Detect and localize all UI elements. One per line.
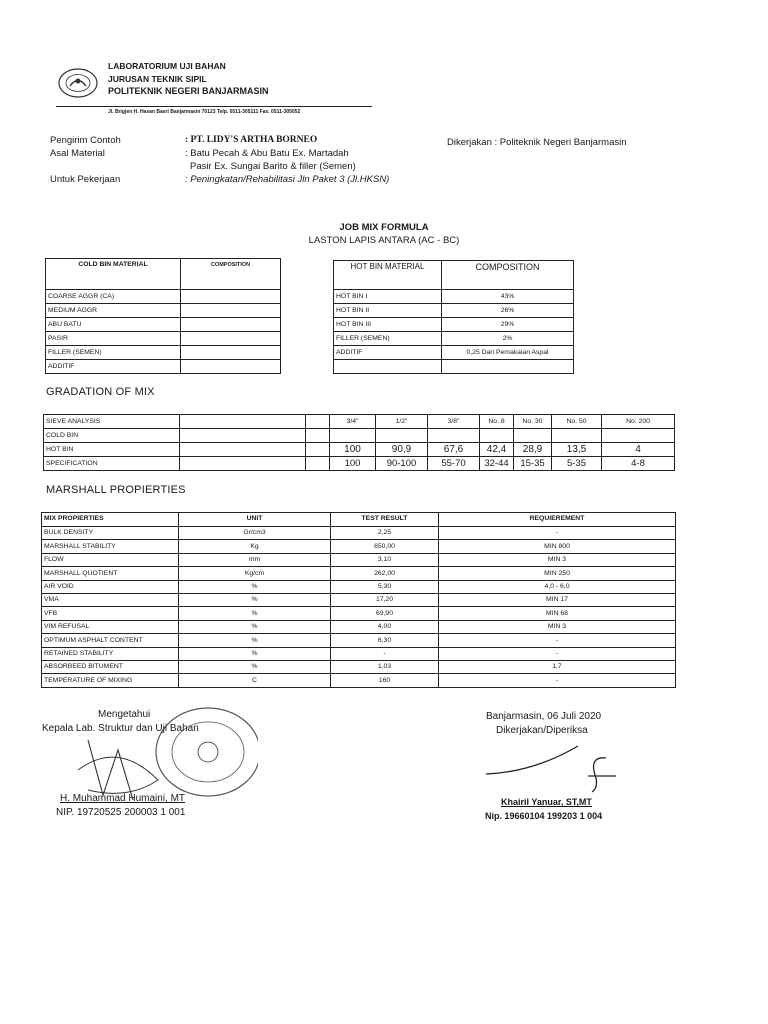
hot-bin-value: 0,25 Dari Pemakaian Aspal: [442, 346, 574, 360]
sieve-size: No. 50: [552, 415, 602, 429]
requirement: -: [439, 527, 676, 540]
test-result: 69,90: [331, 607, 439, 620]
requirement: MIN 3: [439, 620, 676, 633]
mix-property: VIM REFUSAL: [42, 620, 179, 633]
sieve-size: No. 8: [480, 415, 514, 429]
marshall-header: MIX PROPIERTIES: [42, 513, 179, 527]
requirement: 4,0 - 6,0: [439, 580, 676, 593]
marshall-title: MARSHALL PROPIERTIES: [46, 484, 186, 496]
unit: %: [179, 607, 331, 620]
marshall-row: [42, 567, 676, 580]
mix-property: FLOW: [42, 553, 179, 566]
hot-bin-name: HOT BIN II: [334, 304, 442, 318]
test-result: 160: [331, 674, 439, 687]
unit: mm: [179, 553, 331, 566]
spec-range: 90-100: [376, 457, 428, 471]
marshall-row: [42, 674, 676, 687]
mix-property: AIR VOID: [42, 580, 179, 593]
hot-bin-name: FILLER (SEMEN): [334, 332, 442, 346]
hot-bin-passing: 4: [602, 443, 675, 457]
unit: Kg/cm: [179, 567, 331, 580]
test-result: 1,03: [331, 660, 439, 673]
cold-bin-row: ABU BATU: [46, 318, 181, 332]
left-signer-nip: NIP. 19720525 200003 1 001: [56, 807, 186, 818]
cold-bin-row: FILLER (SEMEN): [46, 346, 181, 360]
right-signer-nip: Nip. 19660104 199203 1 004: [485, 811, 603, 821]
origin-label: Asal Material: [50, 148, 105, 159]
requirement: MIN 800: [439, 540, 676, 553]
test-result: 2,25: [331, 527, 439, 540]
mix-property: RETAINED STABILITY: [42, 647, 179, 660]
unit: C: [179, 674, 331, 687]
spec-range: 32-44: [480, 457, 514, 471]
department-name: JURUSAN TEKNIK SIPIL: [108, 73, 207, 84]
origin-value-1: : Batu Pecah & Abu Batu Ex. Martadah: [185, 148, 349, 159]
sieve-size: 1/2": [376, 415, 428, 429]
title-line-1: JOB MIX FORMULA: [339, 222, 429, 233]
mix-property: MARSHALL QUOTIENT: [42, 567, 179, 580]
unit: Kg: [179, 540, 331, 553]
hot-bin-passing: 42,4: [480, 443, 514, 457]
marshall-row: [42, 620, 676, 633]
hot-bin-passing: 90,9: [376, 443, 428, 457]
hot-bin-table: [333, 260, 574, 374]
hot-bin-value: 2%: [442, 332, 574, 346]
right-signer-title: Dikerjakan/Diperiksa: [496, 725, 588, 736]
cold-bin-row: COARSE AGGR (CA): [46, 290, 181, 304]
test-result: 6,30: [331, 634, 439, 647]
marshall-row: [42, 553, 676, 566]
requirement: MIN 68: [439, 607, 676, 620]
spec-range: 4-8: [602, 457, 675, 471]
cold-bin-header-material: COLD BIN MATERIAL: [46, 259, 181, 290]
cold-bin-header-composition: COMPOSITION: [181, 259, 281, 290]
sieve-size: 3/4": [330, 415, 376, 429]
mix-property: BULK DENSITY: [42, 527, 179, 540]
hot-bin-passing: 67,6: [428, 443, 480, 457]
mix-property: OPTIMUM ASPHALT CONTENT: [42, 634, 179, 647]
hot-bin-name: ADDITIF: [334, 346, 442, 360]
marshall-row: [42, 540, 676, 553]
work-value: : Peningkatan/Rehabilitasi Jln Paket 3 (Jl.HKSN): [185, 174, 390, 185]
left-signer-name: H. Muhammad Humaini, MT: [60, 793, 186, 804]
cold-bin-label: COLD BIN: [44, 429, 180, 443]
letterhead: [108, 60, 269, 98]
unit: %: [179, 647, 331, 660]
unit: %: [179, 660, 331, 673]
unit: Gr/cm3: [179, 527, 331, 540]
marshall-row: [42, 607, 676, 620]
marshall-header: TEST RESULT: [331, 513, 439, 527]
sieve-size: No. 200: [602, 415, 675, 429]
sender-value: : PT. LIDY'S ARTHA BORNEO: [185, 135, 318, 145]
cold-bin-table: [45, 258, 281, 374]
acknowledged-label: Mengetahui: [98, 709, 151, 720]
unit: %: [179, 634, 331, 647]
marshall-row: [42, 660, 676, 673]
test-result: 5,30: [331, 580, 439, 593]
requirement: -: [439, 647, 676, 660]
marshall-header: REQUIEREMENT: [439, 513, 676, 527]
mix-property: MARSHALL STABILITY: [42, 540, 179, 553]
hot-bin-header-material: HOT BIN MATERIAL: [334, 261, 442, 290]
cold-bin-row: PASIR: [46, 332, 181, 346]
document-title: [0, 221, 768, 247]
requirement: MIN 250: [439, 567, 676, 580]
marshall-row: [42, 527, 676, 540]
marshall-row: [42, 593, 676, 606]
done-by: Dikerjakan : Politeknik Negeri Banjarmasin: [447, 137, 627, 148]
marshall-row: [42, 580, 676, 593]
mix-property: VFB: [42, 607, 179, 620]
hot-bin-passing: 28,9: [514, 443, 552, 457]
origin-value-2: Pasir Ex. Sungai Barito & filler (Semen): [190, 161, 356, 172]
unit: %: [179, 593, 331, 606]
institution-logo: [56, 66, 100, 100]
sieve-size: 3/8": [428, 415, 480, 429]
title-line-2: LASTON LAPIS ANTARA (AC - BC): [308, 235, 460, 246]
mix-property: ABSORBEED BITUMENT: [42, 660, 179, 673]
left-signer-title: Kepala Lab. Struktur dan Uji Bahan: [42, 723, 199, 734]
unit: %: [179, 620, 331, 633]
hot-bin-name: HOT BIN III: [334, 318, 442, 332]
hot-bin-value: 29%: [442, 318, 574, 332]
specification-label: SPECIFICATION: [44, 457, 180, 471]
test-result: 3,10: [331, 553, 439, 566]
test-result: 650,00: [331, 540, 439, 553]
hot-bin-passing: 13,5: [552, 443, 602, 457]
marshall-table: [41, 512, 676, 688]
requirement: -: [439, 674, 676, 687]
hot-bin-value: 43%: [442, 290, 574, 304]
test-result: 4,00: [331, 620, 439, 633]
lab-name: LABORATORIUM UJI BAHAN: [108, 61, 226, 71]
marshall-row: [42, 647, 676, 660]
mix-property: VMA: [42, 593, 179, 606]
hot-bin-header-composition: COMPOSITION: [442, 261, 574, 290]
work-label: Untuk Pekerjaan: [50, 174, 121, 185]
place-date: Banjarmasin, 06 Juli 2020: [486, 711, 602, 722]
requirement: MIN 3: [439, 553, 676, 566]
gradation-title: GRADATION OF MIX: [46, 386, 155, 398]
hot-bin-name: HOT BIN I: [334, 290, 442, 304]
gradation-table: [43, 414, 675, 471]
mix-property: TEMPERATURE OF MIXING: [42, 674, 179, 687]
marshall-header: UNIT: [179, 513, 331, 527]
sample-info: [50, 134, 450, 186]
spec-range: 15-35: [514, 457, 552, 471]
test-result: -: [331, 647, 439, 660]
requirement: -: [439, 634, 676, 647]
requirement: MIN 17: [439, 593, 676, 606]
right-signature: [484, 738, 624, 794]
spec-range: 55-70: [428, 457, 480, 471]
hot-bin-passing: 100: [330, 443, 376, 457]
unit: %: [179, 580, 331, 593]
hot-bin-label: HOT BIN: [44, 443, 180, 457]
test-result: 262,00: [331, 567, 439, 580]
spec-range: 5-35: [552, 457, 602, 471]
hot-bin-value: 26%: [442, 304, 574, 318]
letterhead-divider: [56, 106, 372, 107]
cold-bin-row: ADDITIF: [46, 360, 181, 374]
sieve-size: No. 30: [514, 415, 552, 429]
right-signer-name: Khairil Yanuar, ST,MT: [501, 797, 592, 807]
cold-bin-row: MEDIUM AGGR: [46, 304, 181, 318]
institution-name: POLITEKNIK NEGERI BANJARMASIN: [108, 86, 269, 96]
marshall-row: [42, 634, 676, 647]
spec-range: 100: [330, 457, 376, 471]
requirement: 1,7: [439, 660, 676, 673]
sender-label: Pengirim Contoh: [50, 135, 121, 146]
letterhead-address: Jl. Brigjen H. Hasan Basri Banjarmasin 70123 Telp. 0511-305111 Fax. 0511-305052: [108, 109, 301, 115]
sieve-analysis-label: SIEVE ANALYSIS: [44, 415, 180, 429]
test-result: 17,20: [331, 593, 439, 606]
